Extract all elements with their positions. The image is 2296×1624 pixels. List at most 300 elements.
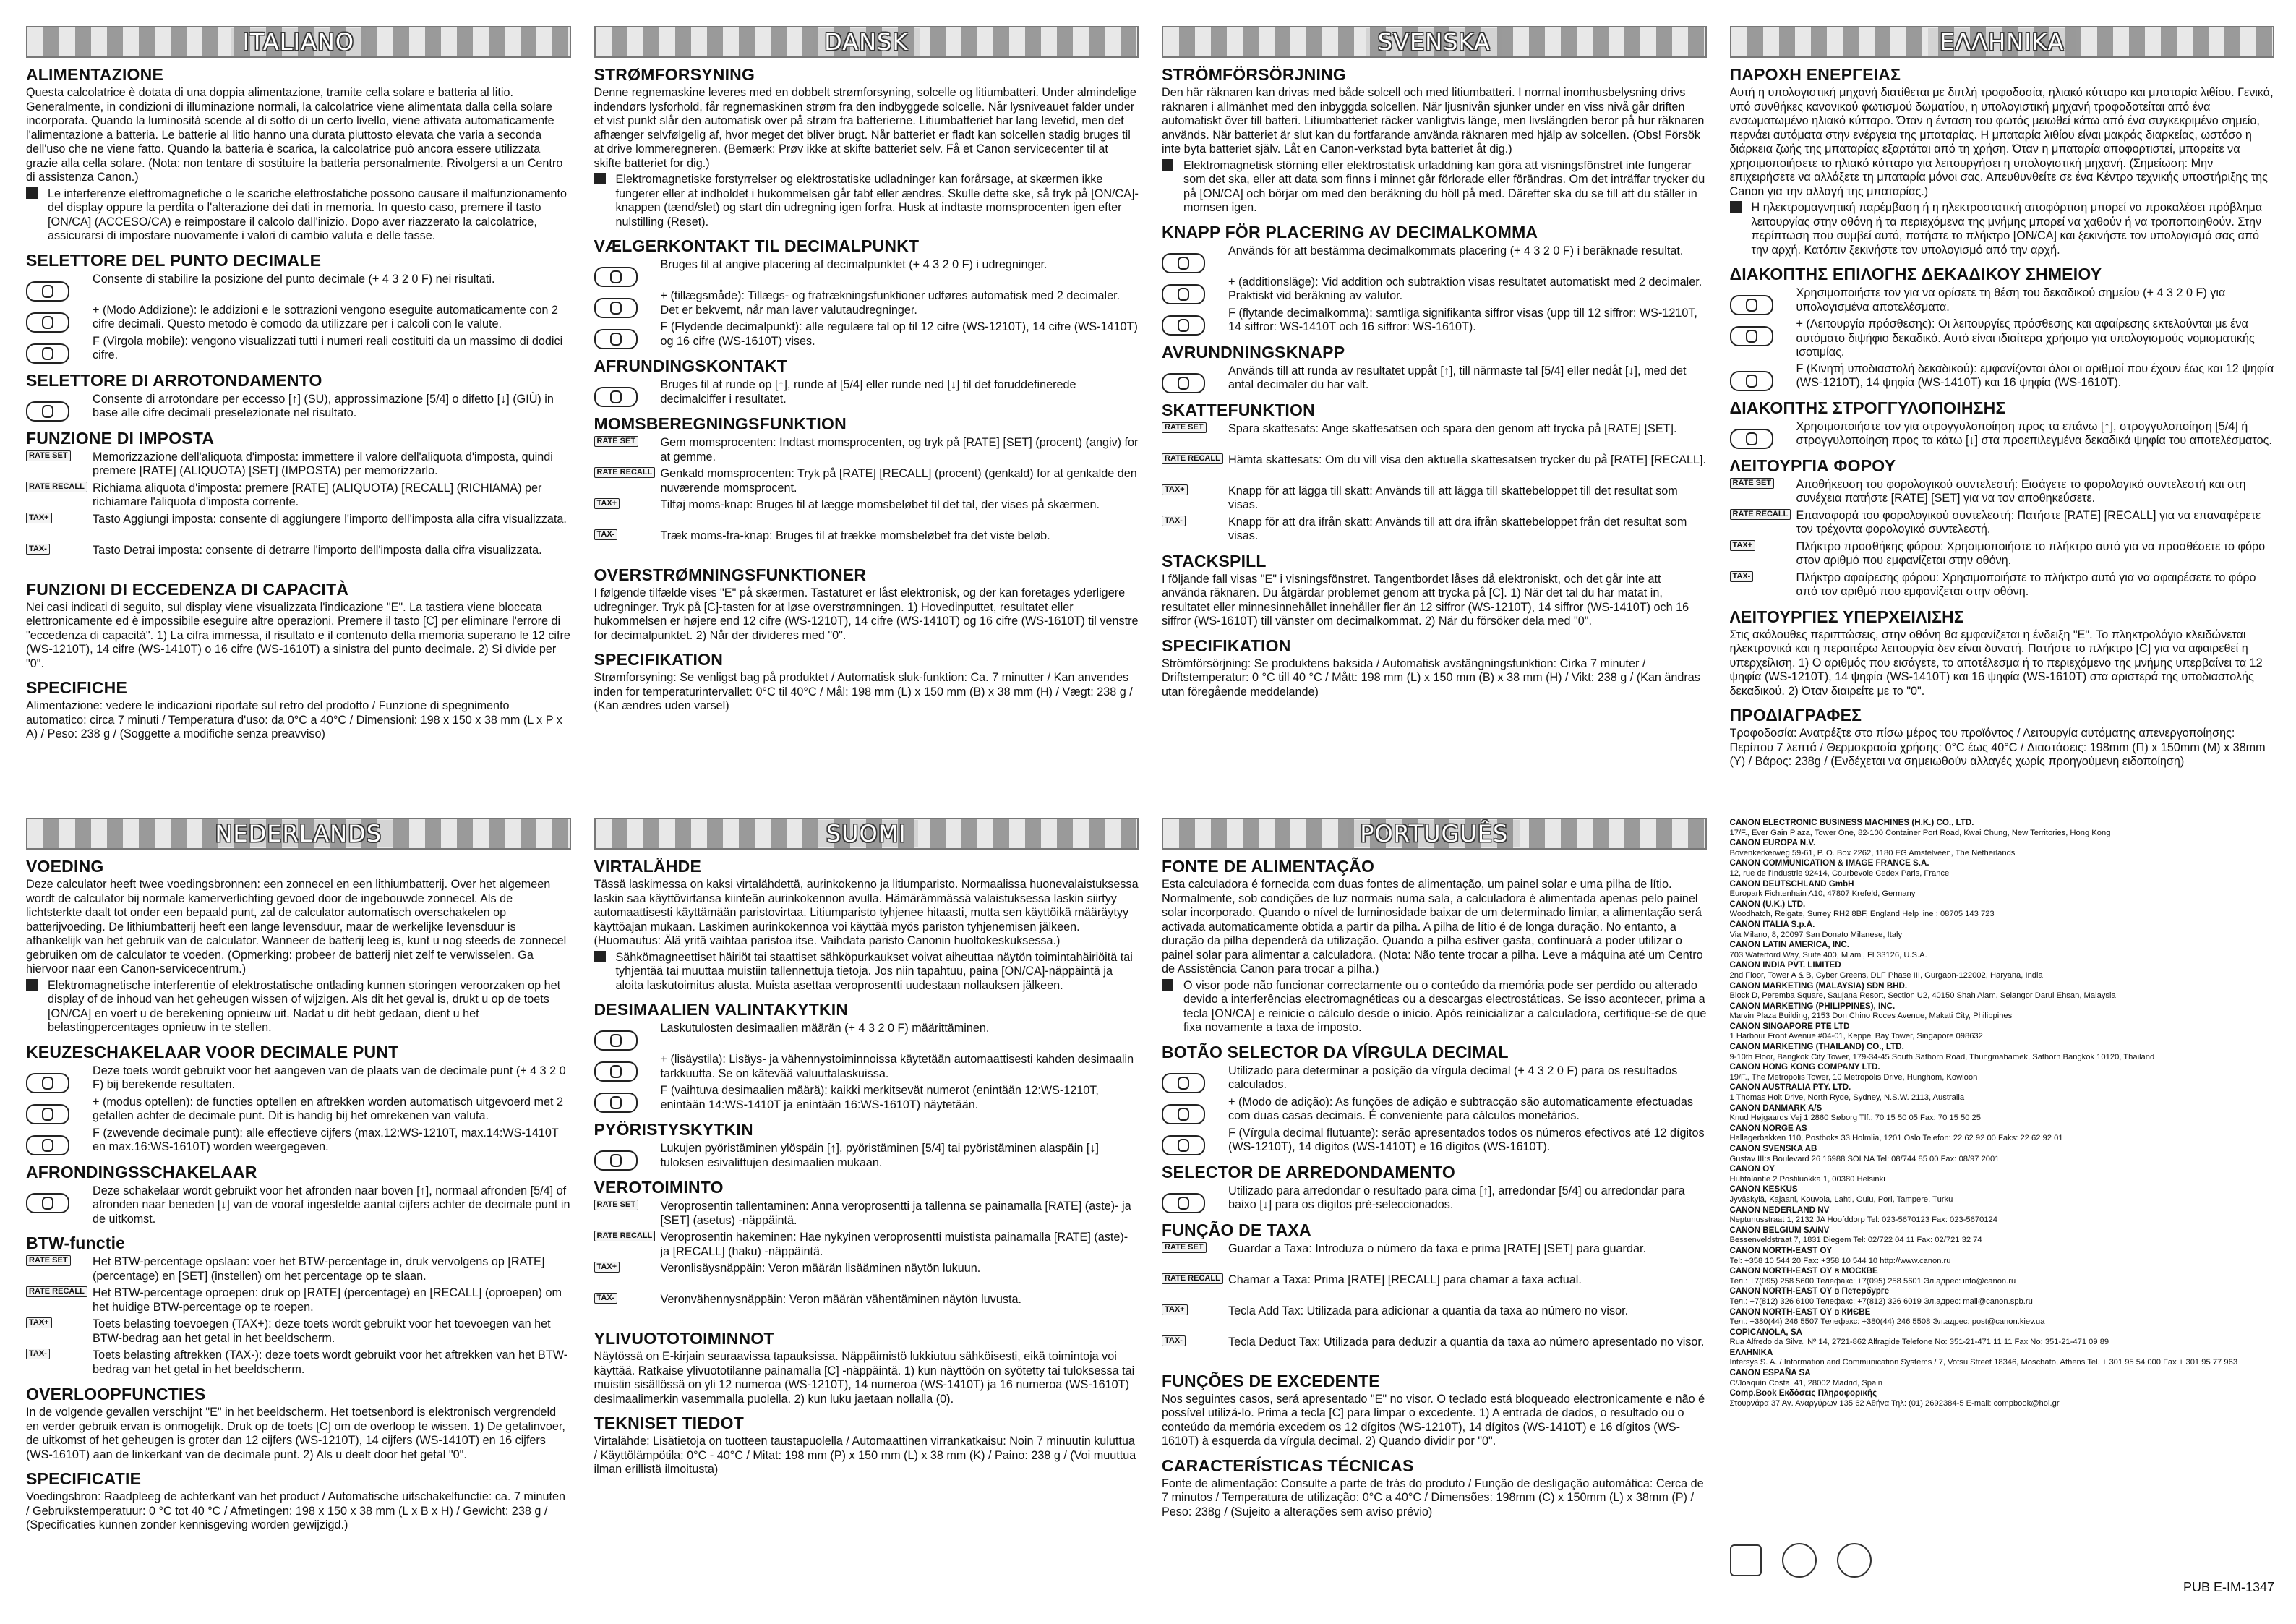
recycle-logo — [1837, 1543, 1872, 1578]
emi-note — [594, 951, 1139, 993]
emi-note — [1730, 201, 2275, 257]
decimal-switch-icon-wrap — [1162, 1127, 1228, 1155]
tax-row — [26, 1255, 571, 1284]
nl-logo — [1782, 1543, 1817, 1578]
decimal-row — [1730, 317, 2275, 360]
overflow-text: I följande fall visas "E" i visningsfönstret. Tangentbordet låses då elektroniskt, och det går inte att använda räknaren. Du åtgärdar problemet genom att trycka på [C]. 1) När det tal du har matat in, resultatet eller minnesinnehållet innehåller fler än 12 siffror (WS-1210T), 14 siffror (WS-1410T) och 16 siffror (WS-1610T) till vänster om decimalkommat. 2) När du försöker dela med "0". — [1162, 572, 1689, 628]
decimal-text: + (additionsläge): Vid addition och subtraktion visas resultatet automatiskt med 2 decimaler. Praktiskt vid beräkning av valutor. — [1228, 275, 1702, 302]
decimal-text: F (flytande decimalkomma): samtliga signifikanta siffror visas (upp till 12 siffror: WS-1210T, 14 siffror: WS-1410T och 16 siffror: WS-1610T). — [1228, 306, 1697, 333]
rounding-text: Lukujen pyöristäminen ylöspäin [↑], pyöristäminen [5/4] tai pyöristäminen alaspäin [↓] tuloksen esivalittujen desimaalien mukaan. — [660, 1142, 1099, 1169]
address-name: CANON NORTH-EAST OY в МОСКВЕ — [1729, 1266, 1878, 1276]
address-name: CANON ESPAÑA SA — [1729, 1368, 1811, 1378]
tax-row — [1162, 1273, 1707, 1302]
language-banner — [1162, 818, 1707, 850]
tax-plus-key-icon: TAX+ — [1162, 484, 1188, 495]
bullet-square-icon — [1162, 979, 1173, 991]
publication-code: PUB E-IM-1347 — [2183, 1580, 2274, 1594]
address-entry — [1730, 920, 2275, 940]
decimal-switch-icon-wrap — [26, 273, 93, 302]
specs-heading: CARACTERÍSTICAS TÉCNICAS — [1162, 1456, 1414, 1475]
decimal-switch-icon — [1162, 315, 1205, 336]
tax-minus-key-icon: TAX- — [26, 1349, 50, 1359]
decimal-switch-icon — [594, 329, 638, 349]
address-text: Rua Alfredo da Silva, Nº 14, 2721-862 Alfragide Telefone No: 351-21-471 11 11 Fax No: 351-21-471 09 89 — [1729, 1338, 2109, 1347]
tax-text: Richiama aliquota d'imposta: premere [RATE] (ALIQUOTA) [RECALL] (RICHIAMA) per richiamare l'aliquota d'imposta corrente. — [93, 481, 542, 508]
language-title: DANSK — [813, 28, 920, 56]
address-name: CANON NEDERLAND NV — [1729, 1205, 1830, 1215]
address-text: C/Joaquín Costa, 41, 28002 Madrid, Spain — [1729, 1378, 1882, 1388]
rounding-switch-icon-wrap — [594, 378, 661, 407]
decimal-text: F (Flydende decimalpunkt): alle regulære tal op til 12 cifre (WS-1210T), 14 cifre (WS-1410T) og 16 cifre (WS-1610T) vises. — [660, 320, 1138, 348]
specs-text: Fonte de alimentação: Consulte a parte de trás do produto / Função de desligação automática: Cerca de 7 minutos / Temperatura de utilização: 0°C a 40°C / Dimensões: 198mm (C) x 150mm (L) x 38mm (P) / Peso: 238g / (Sujeito a alterações sem aviso prévio) — [1162, 1476, 1704, 1518]
tax-text: Tasto Aggiungi imposta: consente di aggiungere l'importo dell'imposta alla cifra visualizzata. — [93, 512, 567, 526]
rate-set-key-icon-wrap — [1730, 478, 1796, 507]
address-name: CANON OY — [1729, 1164, 1775, 1174]
tax-row — [26, 1286, 571, 1315]
address-entry — [1730, 981, 2275, 1001]
emi-note — [26, 187, 571, 244]
tax-row — [1162, 1242, 1707, 1271]
rounding-switch-icon-wrap — [594, 1142, 661, 1171]
decimal-switch-icon — [26, 312, 69, 333]
address-text: 2nd Floor, Tower A & B, Cyber Greens, DLF Phase III, Gurgaon-122002, Haryana, India — [1729, 970, 2043, 980]
rounding-text: Deze schakelaar wordt gebruikt voor het afronden naar boven [↑], normaal afronden [5/4] of afronden naar beneden [↓] van de vooraf ingestelde aantal cijfers achter de decimale punt in de uitkomst. — [93, 1184, 570, 1226]
decimal-heading: BOTÃO SELECTOR DA VÍRGULA DECIMAL — [1162, 1042, 1509, 1061]
rounding-switch-icon-wrap — [1162, 364, 1228, 393]
address-name: CANON (U.K.) LTD. — [1729, 899, 1806, 909]
overflow-heading: FUNÇÕES DE EXCEDENTE — [1162, 1371, 1380, 1390]
rate-set-key-icon-wrap — [594, 436, 661, 465]
tax-row — [1162, 453, 1707, 482]
tax-row — [26, 1317, 571, 1346]
rounding-text: Consente di arrotondare per eccesso [↑] (SU), approssimazione [5/4] o difetto [↓] (GIÙ) in base alle cifre decimali preselezionate nel risultato. — [93, 392, 554, 419]
rate-recall-key-icon-wrap — [1162, 453, 1228, 482]
bullet-icon-wrap — [594, 173, 616, 202]
address-text: Bessenveldstraat 7, 1831 Diegem Tel: 02/722 04 11 Fax: 02/721 32 74 — [1729, 1236, 1982, 1245]
address-entry — [1730, 1328, 2275, 1348]
address-text: 1 Harbour Front Avenue #04-01, Keppel Bay Tower, Singapore 098632 — [1729, 1032, 1983, 1041]
panel-el — [1730, 26, 2275, 803]
tax-row — [594, 1293, 1139, 1322]
power-heading: ALIMENTAZIONE — [26, 65, 163, 84]
emi-text: Elektromagnetisk störning eller elektrostatisk urladdning kan göra att visningsfönstret inte fungerar som det ska, eller att data som finns i minnet går förlorade eller förändras. Om det inträffar trycker du på [ON/CA] och börjar om med den beräkning du höll på med. Därefter ska du se till att du ställer in momsen igen. — [1183, 158, 1705, 214]
decimal-heading: SELETTORE DEL PUNTO DECIMALE — [26, 250, 322, 270]
address-text: Huhtalantie 2 Postiluokka 1, 00380 Helsinki — [1729, 1174, 1885, 1184]
decimal-text: F (Κινητή υποδιαστολή δεκαδικού): εμφανίζονται όλοι οι αριθμοί που έχουν έως και 12 ψηφία (WS-1210T), 14 ψηφία (WS-1410T) και 16 ψηφία (WS-1610T). — [1796, 362, 2274, 389]
decimal-switch-icon-wrap — [1162, 244, 1228, 273]
language-banner — [1162, 26, 1707, 58]
power-heading: ΠΑΡΟΧΗ ΕΝΕΡΓΕΙΑΣ — [1729, 65, 1901, 84]
decimal-switch-icon — [594, 1030, 638, 1051]
tax-minus-key-icon: TAX- — [594, 1293, 618, 1304]
decimal-text: Χρησιμοποιήστε τον για να ορίσετε τη θέση του δεκαδικού σημείου (+ 4 3 2 0 F) για υπολογισμένα αποτελέσματα. — [1796, 286, 2226, 314]
address-entry — [1730, 1022, 2275, 1042]
decimal-switch-icon-wrap — [1730, 286, 1796, 315]
tax-row — [594, 1200, 1139, 1228]
language-title: NEDERLANDS — [203, 820, 393, 847]
tax-plus-key-icon: TAX+ — [594, 498, 620, 509]
address-name: CANON NORTH-EAST OY в КИЄВЕ — [1729, 1307, 1871, 1317]
specs-text: Voedingsbron: Raadpleeg de achterkant van het product / Automatische uitschakelfunctie: ca. 7 minuten / Gebruikstemperatuur: 0 °C tot 40 °C / Afmetingen: 198 x 150 x 38 mm (L x B x H) / Gewicht: 238 g / (Specificaties kunnen zonder kennisgeving worden gewijzigd.) — [26, 1490, 565, 1531]
address-text: Jyväskylä, Kajaani, Kouvola, Lahti, Oulu, Pori, Tampere, Turku — [1729, 1195, 1953, 1204]
rate-recall-key-icon: RATE RECALL — [1730, 509, 1791, 520]
rounding-switch-icon-wrap — [1162, 1184, 1228, 1213]
tax-row — [26, 513, 571, 542]
tax-text: Veronlisäysnäppäin: Veron määrän lisääminen näytön lukuun. — [660, 1262, 981, 1275]
address-name: CANON KESKUS — [1729, 1184, 1798, 1195]
decimal-switch-icon — [26, 1135, 69, 1155]
dnv-logo — [1730, 1544, 1762, 1576]
bullet-icon-wrap — [26, 979, 48, 1008]
decimal-switch-icon-wrap — [594, 320, 661, 349]
address-text: Block D, Peremba Square, Saujana Resort, Section U2, 40150 Shah Alam, Selangor Darul Ehsan, Malaysia — [1729, 991, 2116, 1001]
tax-heading: SKATTEFUNKTION — [1162, 400, 1315, 419]
overflow-heading: ΛΕΙΤΟΥΡΓΙΕΣ ΥΠΕΡΧΕΙΛΙΣΗΣ — [1729, 607, 1964, 626]
address-text: Gustav III:s Boulevard 26 16988 SOLNA Tel: 08/744 85 00 Fax: 08/97 2001 — [1729, 1154, 2000, 1163]
tax-text: Knapp för att lägga till skatt: Används till att lägga till skattebeloppet till det resultat som visas. — [1228, 484, 1678, 511]
tax-row — [1162, 1335, 1707, 1364]
address-text: 17/F., Ever Gain Plaza, Tower One, 82-100 Container Port Road, Kwai Chung, New Territories, Hong Kong — [1729, 828, 2111, 837]
address-text: 9-10th Floor, Bangkok City Tower, 179-34-45 South Sathorn Road, Thungmahamek, Sathorn Bangkok 10120, Thailand — [1729, 1052, 2155, 1061]
rate-recall-key-icon: RATE RECALL — [1162, 453, 1223, 464]
rounding-heading: ΔΙΑΚΟΠΤΗΣ ΣΤΡΟΓΓΥΛΟΠΟΙΗΣΗΣ — [1729, 398, 2006, 417]
tax-plus-key-icon: TAX+ — [1162, 1304, 1188, 1315]
decimal-switch-icon-wrap — [1730, 317, 1796, 346]
address-entry — [1730, 858, 2275, 879]
rate-recall-key-icon-wrap — [594, 1231, 661, 1260]
tax-row — [594, 529, 1139, 558]
address-entry — [1730, 879, 2275, 899]
address-entry — [1730, 1082, 2275, 1103]
tax-heading: BTW-functie — [26, 1234, 126, 1252]
address-text: Bovenkerkerweg 59-61, P. O. Box 2262, 1180 EG Amstelveen, The Netherlands — [1729, 848, 2016, 858]
tax-text: Veroprosentin tallentaminen: Anna veroprosentti ja tallenna se painamalla [RATE] (aste)- ja [SET] (asetus) -näppäintä. — [660, 1200, 1131, 1227]
address-name: CANON ELECTRONIC BUSINESS MACHINES (H.K.) CO., LTD. — [1729, 818, 1974, 827]
decimal-row — [1162, 275, 1707, 304]
tax-minus-key-icon: TAX- — [1162, 516, 1186, 526]
tax-plus-key-icon-wrap — [594, 1262, 661, 1291]
address-entry — [1730, 1164, 2275, 1184]
rate-set-key-icon-wrap — [1162, 422, 1228, 451]
panel-da — [594, 26, 1139, 803]
language-title: ITALIANO — [231, 28, 366, 56]
bullet-square-icon — [1162, 159, 1173, 171]
decimal-text: Deze toets wordt gebruikt voor het aangeven van de plaats van de decimale punt (+ 4 3 2 0 F) bij berekende resultaten. — [93, 1064, 566, 1091]
decimal-switch-icon-wrap — [26, 1127, 93, 1155]
decimal-row — [26, 1095, 571, 1124]
rounding-switch-icon — [594, 1150, 638, 1171]
tax-row — [1162, 422, 1707, 451]
tax-text: Veronvähennysnäppäin: Veron määrän vähentäminen näytön luvusta. — [660, 1293, 1021, 1306]
address-text: Via Milano, 8, 20097 San Donato Milanese, Italy — [1729, 930, 1903, 939]
overflow-heading: FUNZIONI DI ECCEDENZA DI CAPACITÀ — [26, 579, 349, 599]
decimal-switch-icon — [26, 1073, 69, 1093]
rate-recall-key-icon-wrap — [594, 467, 661, 496]
rounding-switch-icon-wrap — [26, 393, 93, 422]
decimal-row — [26, 304, 571, 333]
power-heading: STRÖMFÖRSÖRJNING — [1162, 65, 1346, 84]
rate-recall-key-icon-wrap — [1730, 509, 1796, 538]
decimal-text: Consente di stabilire la posizione del punto decimale (+ 4 3 2 0 F) nei risultati. — [93, 272, 495, 286]
decimal-switch-icon-wrap — [1162, 1095, 1228, 1124]
rate-set-key-icon-wrap — [1162, 1242, 1228, 1271]
decimal-switch-icon — [1162, 1104, 1205, 1124]
tax-minus-key-icon: TAX- — [26, 544, 50, 555]
tax-text: Toets belasting aftrekken (TAX-): deze toets wordt gebruikt voor het aftrekken van het BTW-bedrag van het getal in het beeldscherm. — [93, 1349, 568, 1376]
tax-text: Memorizzazione dell'aliquota d'imposta: immettere il valore dell'aliquota d'imposta, quindi premere [RATE] (ALIQUOTA) [SET] (IMPOSTA) per memorizzarlo. — [93, 450, 553, 477]
decimal-switch-icon-wrap — [1162, 275, 1228, 304]
tax-row — [1730, 540, 2275, 569]
power-text: Tässä laskimessa on kaksi virtalähdettä, aurinkokenno ja litiumparisto. Normaalissa huonevalaistuksessa laskin saa käyttövirtansa kiinteän aurinkokennon avulla. Hämärämmässä valaistuksessa laskin siirtyy automaattisesti käyttämään paristovirtaa. Litiumparisto tyhjenee hitaasti, mutta sen käyttöikä määräytyy käyttöajan mukaan. Laskimen aurinkokennoa voi käyttää myös pariston tyhjenemisen jälkeen. (Huomautus: Älä yritä vaihtaa paristoa itse. Vaihdata paristo Canonin huoltokeskuksessa.) — [594, 878, 1139, 947]
panel-pt — [1162, 818, 1707, 1595]
address-text: Στουρνάρα 37 Αγ. Αναργύρων 135 62 Αθήνα Τηλ: (01) 2692384-5 E-mail: compbook@hol.gr — [1729, 1398, 2060, 1408]
address-entry — [1730, 899, 2275, 920]
decimal-text: + (lisäystila): Lisäys- ja vähennystoiminnoissa käytetään automaattisesti kahden desimaalin tarkkuutta. Se on kätevää valuuttalaskuissa. — [660, 1053, 1134, 1080]
bullet-icon-wrap — [1162, 979, 1183, 1008]
rounding-row — [1162, 364, 1707, 393]
address-list — [1730, 818, 2275, 1409]
specs-heading: SPECIFIKATION — [594, 650, 724, 669]
rounding-row — [594, 378, 1139, 407]
address-name: CANON INDIA PVT. LIMITED — [1729, 960, 1841, 970]
emi-text: Le interferenze elettromagnetiche o le scariche elettrostatiche possono causare il malfunzionamento del display oppure la perdita o l'alterazione dei dati in memoria. In questo caso, premere il tasto [ON/CA] (ACCESO/CA) e reimpostare il calcolo dall'inizio. Dopo aver riazzerato la calcolatrice, assicurarsi di impostare nuovamente i valori di cambio valuta e delle tasse. — [48, 187, 567, 242]
tax-row — [26, 450, 571, 479]
decimal-heading: VÆLGERKONTAKT TIL DECIMALPUNKT — [594, 236, 920, 255]
decimal-switch-icon-wrap — [594, 1084, 661, 1113]
tax-plus-key-icon-wrap — [1730, 540, 1796, 569]
decimal-row — [26, 1064, 571, 1093]
bullet-square-icon — [26, 979, 38, 991]
tax-text: Toets belasting toevoegen (TAX+): deze toets wordt gebruikt voor het toevoegen van het BTW-bedrag aan het getal in het beeldscherm. — [93, 1317, 551, 1345]
tax-text: Επαναφορά του φορολογικού συντελεστή: Πατήστε [RATE] [RECALL] για να επαναφέρετε τον τρέχοντα φορολογικό συντελεστή. — [1796, 508, 2261, 536]
emi-note — [594, 173, 1139, 229]
address-name: COPICANOLA, SA — [1729, 1327, 1802, 1337]
address-entry — [1730, 1286, 2275, 1307]
decimal-row — [1730, 286, 2275, 315]
tax-plus-key-icon-wrap — [1162, 484, 1228, 513]
tax-text: Πλήκτρο αφαίρεσης φόρου: Χρησιμοποιήστε το πλήκτρο αυτό για να αφαιρέσετε το φόρο από τον αριθμό που εμφανίζεται στην οθόνη. — [1796, 570, 2256, 598]
decimal-heading: DESIMAALIEN VALINTAKYTKIN — [594, 1000, 849, 1019]
power-text: Questa calcolatrice è dotata di una doppia alimentazione, tramite cella solare e batteria al litio. Generalmente, in condizioni di illuminazione normali, la calcolatrice viene alimentata dalla cella solare incorporata. Quando la luminosità scende al di sotto di un certo livello, viene attivata automaticamente l'alimentazione a batteria. Le batterie al litio hanno una durata piuttosto elevata che varia a seconda dell'uso che ne viene fatto. Quando la batteria è scarica, la calcolatrice può ancora essere utilizzata grazie alla cella solare. (Nota: non tentare di sostituire la batteria personalmente. Rivolgersi a un Centro di assistenza Canon.) — [26, 86, 563, 184]
address-entry — [1730, 1103, 2275, 1124]
rounding-heading: AFRUNDINGSKONTAKT — [594, 356, 787, 375]
tax-minus-key-icon: TAX- — [1730, 571, 1754, 582]
tax-text: Spara skattesats: Ange skattesatsen och spara den genom att trycka på [RATE] [SET]. — [1228, 422, 1677, 435]
panel-nl — [26, 818, 571, 1595]
rounding-heading: AVRUNDNINGSKNAPP — [1162, 342, 1345, 362]
rate-set-key-icon: RATE SET — [1162, 1242, 1207, 1253]
tax-text: Tilføj moms-knap: Bruges til at lægge momsbeløbet til det tal, der vises på skærmen. — [660, 498, 1100, 511]
overflow-text: Στις ακόλουθες περιπτώσεις, στην οθόνη θα εμφανίζεται η ένδειξη "E". Το πληκτρολόγιο κλειδώνεται ηλεκτρονικά και η περαιτέρω λειτουργία δεν είναι δυνατή. Πατήστε το πλήκτρο [C] για να αφαιρεθεί η υπερχείλιση. 1) Ο αριθμός που εισάγετε, το αποτέλεσμα ή το περιεχόμενο της μνήμης υπερβαίνει τα 12 ψηφία (WS-1210T), 14 ψηφία (WS-1410T) και 16 ψηφία (WS-1610T) στα αριστερά της υποδιαστολής δεκαδικού. 2) Όταν διαιρείτε με το "0". — [1729, 628, 2263, 698]
address-name: CANON SINGAPORE PTE LTD — [1729, 1021, 1850, 1031]
emi-note — [26, 979, 571, 1035]
tax-row — [594, 1231, 1139, 1260]
tax-plus-key-icon-wrap — [1162, 1304, 1228, 1333]
rounding-switch-icon — [594, 387, 638, 407]
decimal-switch-icon — [594, 1061, 638, 1082]
rounding-row — [1730, 420, 2275, 449]
emi-note — [1162, 159, 1707, 215]
decimal-row — [26, 1127, 571, 1155]
address-text: 19/F., The Metropolis Tower, 10 Metropolis Drive, Hunghom, Kowloon — [1729, 1072, 1978, 1082]
address-entry — [1730, 1144, 2275, 1164]
address-entry — [1730, 818, 2275, 838]
tax-text: Het BTW-percentage opslaan: voer het BTW-percentage in, druk vervolgens op [RATE] (percentage) en [SET] (instellen) om het percentage op te slaan. — [93, 1255, 545, 1283]
decimal-switch-icon — [1730, 371, 1773, 391]
address-entry — [1730, 960, 2275, 980]
overflow-heading: OVERLOOPFUNCTIES — [26, 1385, 206, 1403]
specs-heading: SPECIFIKATION — [1162, 636, 1291, 655]
overflow-text: Nos seguintes casos, será apresentado "E" no visor. O teclado está bloqueado electronicamente e não é possível utilizá-lo. Prima a tecla [C] para limpar o excedente. 1) A entrada de dados, o resultado ou o conteúdo da memória excedem os 12 dígitos (WS-1210T), 14 dígitos (WS-1410T) e 16 dígitos (WS-1610T) à esquerda da vírgula decimal. 2) Quando dividir por "0". — [1162, 1392, 1705, 1448]
decimal-row — [1162, 1095, 1707, 1124]
tax-row — [1730, 571, 2275, 600]
address-name: CANON LATIN AMERICA, INC. — [1729, 940, 1850, 950]
tax-heading: MOMSBEREGNINGSFUNKTION — [594, 414, 847, 433]
bullet-square-icon — [594, 173, 606, 184]
decimal-text: Används för att bestämma decimalkommats placering (+ 4 3 2 0 F) i beräknade resultat. — [1228, 244, 1684, 257]
rate-recall-key-icon-wrap — [26, 482, 93, 510]
address-text: Hallagerbakken 110, Postboks 33 Holmlia, 1201 Oslo Telefon: 22 62 92 00 Faks: 22 62 92 01 — [1729, 1134, 2063, 1143]
rounding-heading: SELETTORE DI ARROTONDAMENTO — [26, 370, 322, 390]
power-text: Den här räknaren kan drivas med både solcell och med litiumbatteri. I normal inomhusbelysning drivs räknaren i allmänhet med den inbyggda solcellen. När ljusnivån sjunker under en viss nivå går driften automatiskt över till batteri. Litiumbatteriet räcker vanligtvis länge, men livslängden beror på hur räknaren används. När batteriet är slut kan du fortfarande använda räknaren med hjälp av solcellen. (Obs! Försök inte byta batteriet själv. Låt en Canon-verkstad byta batteriet åt dig.) — [1162, 86, 1705, 155]
address-name: Comp.Book Εκδόσεις Πληροφορικής — [1729, 1388, 1877, 1398]
address-name: CANON NORTH-EAST OY — [1729, 1245, 1833, 1255]
emi-text: Η ηλεκτρομαγνητική παρέμβαση ή η ηλεκτροστατική αποφόρτιση μπορεί να προκαλέσει πρόβλημα λειτουργίας στην οθόνη ή τα περιεχόμενα της μνήμης μπορεί να χαθούν ή να τροποποιηθούν. Στην περίπτωση που συμβεί αυτό, πατήστε το πλήκτρο [ON/CA] και ξεκινήστε τον υπολογισμό σας από την αρχή. Κατόπιν ξεκινήστε τον υπολογισμό από την αρχή. — [1751, 201, 2263, 257]
rounding-switch-icon — [1162, 1193, 1205, 1213]
tax-row — [1162, 516, 1707, 544]
decimal-row — [1162, 1064, 1707, 1093]
specs-text: Strømforsyning: Se venligst bag på produktet / Automatisk sluk-funktion: Ca. 7 minutter / Kan anvendes inden for temperaturintervallet: 0°C til 40°C / Mål: 198 mm (L) x 150 mm (B) x 38 mm (H) / Vægt: 238 g / (Kan ændres uden varsel) — [594, 671, 1133, 712]
rate-set-key-icon: RATE SET — [594, 436, 639, 447]
specs-heading: SPECIFICATIE — [26, 1469, 142, 1488]
overflow-text: In de volgende gevallen verschijnt "E" in het beeldscherm. Het toetsenbord is elektronisch vergrendeld en verder gebruik ervan is onmogelijk. Druk op de toets [C] om de overloop te wissen. 1) De getalinvoer, de uitkomst of het geheugen is groter dan 12 cijfers (WS-1210T), 14 cijfers (WS-1410T) en 16 cijfers (WS-1610T) aan de linkerkant van de decimale punt. 2) Als u deelt door het getal "0". — [26, 1406, 565, 1461]
language-banner — [26, 26, 571, 58]
decimal-switch-icon-wrap — [26, 1095, 93, 1124]
decimal-row — [1162, 307, 1707, 336]
emi-note — [1162, 979, 1707, 1035]
address-name: CANON DANMARK A/S — [1729, 1103, 1822, 1113]
rate-recall-key-icon: RATE RECALL — [26, 1286, 87, 1297]
address-entry — [1730, 1124, 2275, 1144]
tax-text: Tecla Deduct Tax: Utilizada para deduzir a quantia da taxa ao número apresentado no visor. — [1228, 1335, 1705, 1349]
overflow-heading: YLIVUOTOTOIMINNOT — [594, 1329, 774, 1348]
decimal-switch-icon — [594, 1093, 638, 1113]
tax-text: Chamar a Taxa: Prima [RATE] [RECALL] para chamar a taxa actual. — [1228, 1273, 1582, 1286]
tax-plus-key-icon: TAX+ — [26, 513, 52, 523]
tax-minus-key-icon: TAX- — [594, 529, 618, 540]
address-entry — [1730, 1388, 2275, 1409]
rounding-heading: PYÖRISTYSKYTKIN — [594, 1120, 753, 1139]
power-text: Denne regnemaskine leveres med en dobbelt strømforsyning, solcelle og litiumbatteri. Under almindelige indendørs lysforhold, får regnemaskinen strøm fra den indbyggede solcelle. Når lysniveauet falder under et vist punkt slår den automatisk over på strøm fra batterierne. Litiumbatteriet har lang levetid, men det afhænger selvfølgelig af, hvor meget det bliver brugt. Når batteriet er fladt kan solcellen stadig bruges til at drive lommeregneren. (Bemærk: Prøv ikke at skifte batteriet selv. Få et Canon servicecenter til at skifte batteriet for dig.) — [594, 86, 1136, 170]
bullet-icon-wrap — [26, 187, 48, 216]
decimal-row — [26, 273, 571, 302]
tax-heading: FUNÇÃO DE TAXA — [1162, 1220, 1311, 1239]
decimal-switch-icon — [1730, 326, 1773, 346]
address-name: CANON AUSTRALIA PTY. LTD. — [1729, 1082, 1851, 1093]
rate-set-key-icon-wrap — [594, 1200, 661, 1228]
address-text: Europark Fichtenhain A10, 47807 Krefeld, Germany — [1729, 889, 1916, 899]
address-text: 1 Thomas Holt Drive, North Ryde, Sydney, N.S.W. 2113, Australia — [1729, 1093, 1965, 1103]
decimal-text: + (tillægsmåde): Tillægs- og fratrækningsfunktioner udføres automatisk med 2 decimaler. Det er bekvemt, når man laver valutaudregninger. — [660, 289, 1121, 317]
tax-text: Veroprosentin hakeminen: Hae nykyinen veroprosentti muistista painamalla [RATE] (aste)- ja [RECALL] (haku) -näppäintä. — [660, 1231, 1128, 1258]
tax-plus-key-icon: TAX+ — [594, 1262, 620, 1273]
tax-text: Knapp för att dra ifrån skatt: Används till att dra ifrån skattebeloppet från det resultat som visas. — [1228, 515, 1687, 542]
tax-text: Genkald momsprocenten: Tryk på [RATE] [RECALL] (procent) (genkald) for at genkalde den nuværende momsprocent. — [660, 467, 1137, 495]
specs-heading: TEKNISET TIEDOT — [594, 1414, 744, 1432]
decimal-switch-icon-wrap — [594, 289, 661, 318]
decimal-switch-icon-wrap — [1162, 307, 1228, 336]
power-heading: STRØMFORSYNING — [594, 65, 755, 84]
panel-addresses — [1730, 818, 2275, 1595]
tax-row — [26, 544, 571, 573]
language-banner — [26, 818, 571, 850]
panel-it — [26, 26, 571, 803]
specs-heading: ΠΡΟΔΙΑΓΡΑΦΕΣ — [1729, 706, 1862, 725]
address-text: 703 Waterford Way, Suite 400, Miami, FL33126, U.S.A. — [1729, 950, 1927, 960]
bullet-square-icon — [26, 187, 38, 199]
decimal-switch-icon — [594, 298, 638, 318]
tax-plus-key-icon-wrap — [26, 1317, 93, 1346]
decimal-switch-icon-wrap — [594, 258, 661, 287]
decimal-switch-icon — [1162, 253, 1205, 273]
address-text: Intersys S. A. / Information and Communication Systems / 7, Votsu Street 18346, Moschato, Athens Tel. + 301 95 54 000 Fax + 301 95 77 963 — [1729, 1358, 2238, 1367]
bullet-square-icon — [1730, 201, 1742, 213]
rounding-switch-icon — [1162, 373, 1205, 393]
specs-text: Strömförsörjning: Se produktens baksida / Automatisk avstängningsfunktion: Cirka 7 minuter / Driftstemperatur: 0 °C till 40 °C / Mått: 198 mm (L) x 150 mm (B) x 38 mm (H) / Vikt: 238 g / (Kan ändras utan föregående meddelande) — [1162, 657, 1700, 698]
rounding-heading: SELECTOR DE ARREDONDAMENTO — [1162, 1162, 1456, 1181]
address-entry — [1730, 1184, 2275, 1205]
address-entry — [1730, 1042, 2275, 1062]
tax-row — [594, 467, 1139, 496]
rounding-switch-icon-wrap — [1730, 420, 1796, 449]
language-title: PORTUGUÊS — [1348, 820, 1520, 847]
tax-text: Πλήκτρο προσθήκης φόρου: Χρησιμοποιήστε το πλήκτρο αυτό για να προσθέσετε το φόρο στον αριθμό που εμφανίζεται στην οθόνη. — [1796, 539, 2266, 567]
address-entry — [1730, 940, 2275, 960]
rounding-switch-icon — [26, 401, 69, 422]
rate-set-key-icon: RATE SET — [1162, 422, 1207, 433]
power-heading: VOEDING — [26, 857, 104, 876]
tax-row — [1162, 484, 1707, 513]
overflow-text: Näytössä on E-kirjain seuraavissa tapauksissa. Näppäimistö lukkiutuu sähköisesti, eikä toimintoja voi käyttää. Ratkaise ylivuototilanne painamalla [C] -näppäintä. 1) kun näyttöön on syötetty tai tuloksessa tai muistin sisällössä on yli 12 numeroa (WS-1210T), 14 numeroa (WS-1410T) ja 16 numeroa (WS-1610T) desimaalimerkin vasemmalla puolella. 2) kun luku jaetaan nollalla (0). — [594, 1350, 1135, 1406]
decimal-row — [594, 1053, 1139, 1082]
tax-text: Guardar a Taxa: Introduza o número da taxa e prima [RATE] [SET] para guardar. — [1228, 1241, 1646, 1255]
decimal-row — [26, 335, 571, 364]
decimal-row — [1162, 244, 1707, 273]
decimal-text: + (Modo Addizione): le addizioni e le sottrazioni vengono eseguite automaticamente con 2 cifre decimali. Questo metodo è comodo da utilizzare per i calcoli con le valute. — [93, 303, 558, 330]
rounding-switch-icon-wrap — [26, 1184, 93, 1213]
decimal-switch-icon-wrap — [594, 1022, 661, 1051]
decimal-text: Laskutulosten desimaalien määrän (+ 4 3 2 0 F) määrittäminen. — [660, 1022, 990, 1035]
tax-row — [1162, 1304, 1707, 1333]
address-text: Tel: +358 10 544 20 Fax: +358 10 544 10 http://www.canon.ru — [1729, 1256, 1951, 1265]
decimal-switch-icon — [26, 343, 69, 364]
tax-plus-key-icon: TAX+ — [1730, 540, 1756, 551]
tax-plus-key-icon: TAX+ — [26, 1317, 52, 1328]
overflow-text: I følgende tilfælde vises "E" på skærmen. Tastaturet er låst elektronisk, og der kan foretages yderligere udregninger. Tryk på [C]-tasten for at løse overstrømningen. 1) Hovedinputtet, resultatet eller hukommelsen er højere end 12 cifre (WS-1210T), 14 cifre (WS-1410T) og 16 cifre (WS-1610T) til venstre for decimalpunktet. 2) Når der divideres med "0". — [594, 586, 1139, 642]
language-banner — [594, 818, 1139, 850]
overflow-heading: OVERSTRØMNINGSFUNKTIONER — [594, 565, 867, 584]
decimal-text: F (Vírgula decimal flutuante): serão apresentados todos os números efectivos até 12 dígitos (WS-1210T), 14 dígitos (WS-1410T) e 16 dígitos (WS-1610T). — [1228, 1126, 1705, 1153]
tax-text: Gem momsprocenten: Indtast momsprocenten, og tryk på [RATE] [SET] (procent) (angiv) for at gemme. — [660, 436, 1139, 463]
tax-heading: ΛΕΙΤΟΥΡΓΙΑ ΦΟΡΟΥ — [1729, 456, 1896, 475]
address-text: Marvin Plaza Building, 2153 Don Chino Roces Avenue, Makati City, Philippines — [1729, 1012, 2013, 1021]
panel-fi — [594, 818, 1139, 1595]
address-name: CANON HONG KONG COMPANY LTD. — [1729, 1062, 1880, 1072]
rounding-text: Χρησιμοποιήστε τον για στρογγυλοποίηση προς τα επάνω [↑], στρογγυλοποίηση [5/4] ή στρογγυλοποίηση προς τα κάτω [↓] στα προεπιλεγμένα δεκαδικά ψηφία του αποτελέσματος. — [1796, 419, 2272, 447]
language-title: SVENSKA — [1366, 28, 1502, 56]
tax-text: Træk moms-fra-knap: Bruges til at trække momsbeløbet fra det viste beløb. — [660, 529, 1050, 542]
decimal-switch-icon-wrap — [26, 1064, 93, 1093]
